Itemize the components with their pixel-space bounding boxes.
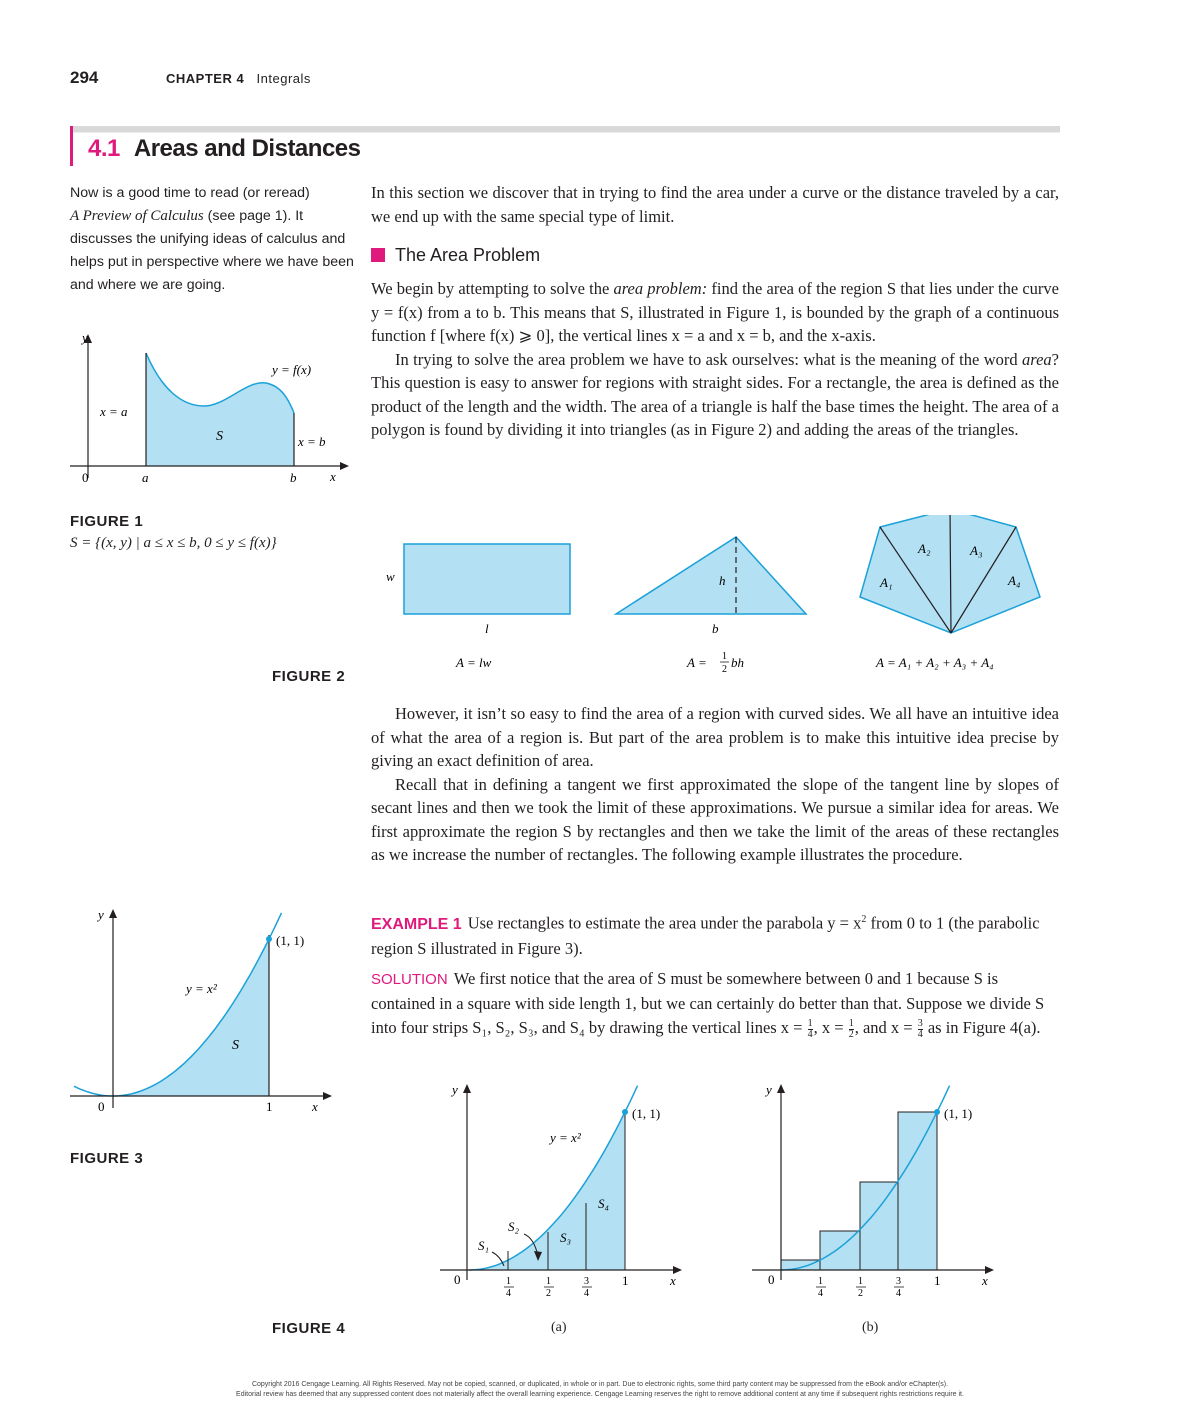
tick-one: 1 — [622, 1273, 629, 1288]
figure1-label: FIGURE 1 — [70, 513, 144, 530]
origin-label: 0 — [98, 1099, 105, 1114]
one-label: 1 — [266, 1099, 273, 1114]
left-line-label: x = a — [100, 404, 128, 419]
poly-a4: A₄ — [1008, 573, 1021, 588]
curve-label: y = x² — [550, 1130, 581, 1145]
paragraph: Recall that in defining a tangent we first approximated the slope of the tangent line by slopes of secant lines and then we took the limit of these approximations. We pursue a similar idea for areas. We first approximate the region S by rectangles and then we take the limit of the areas of these rectangles as we increase the number of rectangles. The following example illustrates the procedure. — [371, 774, 1059, 864]
copyright-footer — [0, 1380, 1200, 1400]
section-title — [88, 135, 360, 163]
region-label: S — [216, 429, 223, 444]
strip-s2: S₂ — [508, 1219, 520, 1234]
figure2-label: FIGURE 2 — [272, 668, 346, 685]
y-axis-label: y — [98, 907, 104, 922]
strip-s3: S₃ — [560, 1230, 572, 1245]
tri-frac-num: 1 — [722, 651, 727, 662]
curve-label: y = x² — [186, 981, 217, 996]
strip-s4: S₄ — [598, 1196, 610, 1211]
margin-note — [70, 182, 355, 297]
copyright-line1: Copyright 2016 Cengage Learning. All Rights Reserved. May not be copied, scanned, or duplicated, in whole or in part. Due to electronic rights, some third party content may be suppressed from the eBook and/or eChapter(s). — [251, 1381, 949, 1388]
tick-14-den: 4 — [818, 1288, 823, 1299]
figure1-graph — [66, 328, 356, 498]
figure4b-graph — [744, 1078, 1004, 1308]
tick-14-num: 1 — [506, 1276, 511, 1287]
y-axis-label: y — [82, 330, 88, 345]
example-1: EXAMPLE 1 Use rectangles to estimate the area under the parabola $y = x^2$ from 0 to 1 (the parabolic region S illustrated in Figure 3). — [371, 913, 1040, 958]
poly-formula: A = A₁ + A₂ + A₃ + A₄ — [876, 655, 994, 670]
a-label: a — [142, 470, 149, 485]
subsection-title: The Area Problem — [395, 245, 541, 265]
x-axis-label: x — [330, 469, 336, 484]
solution-tag: SOLUTION — [371, 971, 448, 988]
section-number: 4.1 — [88, 135, 120, 162]
tick-34-den: 4 — [896, 1288, 901, 1299]
heading-square-icon — [371, 248, 385, 262]
tick-one: 1 — [934, 1273, 941, 1288]
area-problem-text — [371, 277, 1059, 442]
origin-label: 0 — [454, 1272, 461, 1287]
rect-formula: A = lw — [456, 655, 492, 670]
x-axis-label: x — [982, 1273, 988, 1288]
rectangle-shape — [404, 544, 570, 614]
tick-34-num: 3 — [896, 1276, 901, 1287]
tick-12-num: 1 — [546, 1276, 551, 1287]
copyright-line2: Editorial review has deemed that any suppressed content does not materially affect the overall learning experience. Cengage Learning reserves the right to remove additional content at any time if subsequent rights restrictions require it. — [236, 1391, 964, 1398]
curved-sides-text — [371, 702, 1059, 867]
rect-w-label: w — [386, 569, 395, 584]
figure3-graph — [66, 903, 356, 1118]
tri-frac-den: 2 — [722, 664, 727, 675]
margin-note-rest: (see page 1). It discusses the unifying ideas of calculus and helps put in perspective where we have been and where we are going. — [70, 208, 354, 293]
figure4a-caption: (a) — [551, 1320, 567, 1335]
section-name: Areas and Distances — [133, 135, 361, 162]
figure3-label: FIGURE 3 — [70, 1150, 144, 1167]
tick-34-den: 4 — [584, 1288, 589, 1299]
figure4-label: FIGURE 4 — [272, 1320, 346, 1337]
tick-34-num: 3 — [584, 1276, 589, 1287]
chapter-header — [166, 71, 311, 86]
tick-12-den: 2 — [858, 1288, 863, 1299]
paragraph: In trying to solve the area problem we have to ask ourselves: what is the meaning of the word area? This question is easy to answer for regions with straight sides. For a rectangle, the area is defined as the product of the length and the width. The area of a triangle is half the base times the height. The area of a polygon is found by dividing it into triangles (as in Figure 2) and adding the areas of the triangles. — [371, 349, 1059, 439]
triangle-shape — [616, 537, 806, 614]
tick-14-den: 4 — [506, 1288, 511, 1299]
intro-paragraph: In this section we discover that in trying to find the area under a curve or the distance traveled by a car, we end up with the same special type of limit. — [371, 183, 1059, 226]
paragraph: However, it isn’t so easy to find the area of a region with curved sides. We all have an intuitive idea of what the area of a region is. But part of the area problem is to make this intuitive idea precise by giving an exact definition of area. — [371, 704, 1059, 770]
strip-s1: S₁ — [478, 1238, 490, 1253]
right-line-label: x = b — [298, 434, 326, 449]
point-label: (1, 1) — [276, 933, 305, 948]
tri-b-label: b — [712, 621, 719, 636]
figure1-caption: S = {(x, y) | a ≤ x ≤ b, 0 ≤ y ≤ f(x)} — [70, 535, 277, 551]
y-axis-label: y — [452, 1082, 458, 1097]
curve-label: y = f(x) — [272, 362, 312, 377]
tri-formula-a: A = — [687, 655, 707, 670]
figure4b-caption: (b) — [862, 1320, 879, 1335]
tick-14-num: 1 — [818, 1276, 823, 1287]
chapter-label: CHAPTER 4 — [166, 71, 245, 86]
b-label: b — [290, 470, 297, 485]
y-axis-label: y — [766, 1082, 772, 1097]
poly-a1: A₁ — [880, 575, 893, 590]
figure4a-graph — [432, 1078, 692, 1308]
tri-h-label: h — [719, 573, 726, 588]
tick-12-den: 2 — [546, 1288, 551, 1299]
subsection-heading — [371, 245, 540, 266]
region-label: S — [232, 1038, 239, 1053]
poly-a3: A₃ — [970, 543, 983, 558]
point-label: (1, 1) — [944, 1106, 973, 1121]
page-number: 294 — [70, 68, 99, 87]
solution: SOLUTION We first notice that the area of S must be somewhere between 0 and 1 because S is contained in a square with side length 1, but we can certainly do better than that. Suppose we divide S into four strips S₁, S₂, S₃, and S₄ by drawing the vertical lines x = $\frac{1}{4}$ , x = $\frac{1}{2}$ , and x = $\frac{3}{4}$ as in Figure 4(a). — [371, 969, 1045, 1040]
tri-formula-b: bh — [731, 655, 744, 670]
x-axis-label: x — [312, 1099, 318, 1114]
origin-label: 0 — [768, 1272, 775, 1287]
chapter-title: Integrals — [256, 71, 311, 86]
tick-12-num: 1 — [858, 1276, 863, 1287]
poly-a2: A₂ — [918, 541, 931, 556]
margin-note-book-title: A Preview of Calculus — [70, 208, 204, 224]
rect-l-label: l — [485, 621, 489, 636]
x-axis-label: x — [670, 1273, 676, 1288]
point-label: (1, 1) — [632, 1106, 661, 1121]
margin-note-line1: Now is a good time to read (or reread) — [70, 185, 310, 201]
paragraph: We begin by attempting to solve the area problem: find the area of the region S that lies under the curve y = f(x) from a to b. This means that S, illustrated in Figure 1, is bounded by the graph of a continuous function f [where f(x) ⩾ 0], the vertical lines x = a and x = b, and the x-axis. — [371, 279, 1059, 345]
origin-label: 0 — [82, 470, 89, 485]
example-tag: EXAMPLE 1 — [371, 915, 462, 933]
figure2-shapes — [380, 515, 1060, 675]
